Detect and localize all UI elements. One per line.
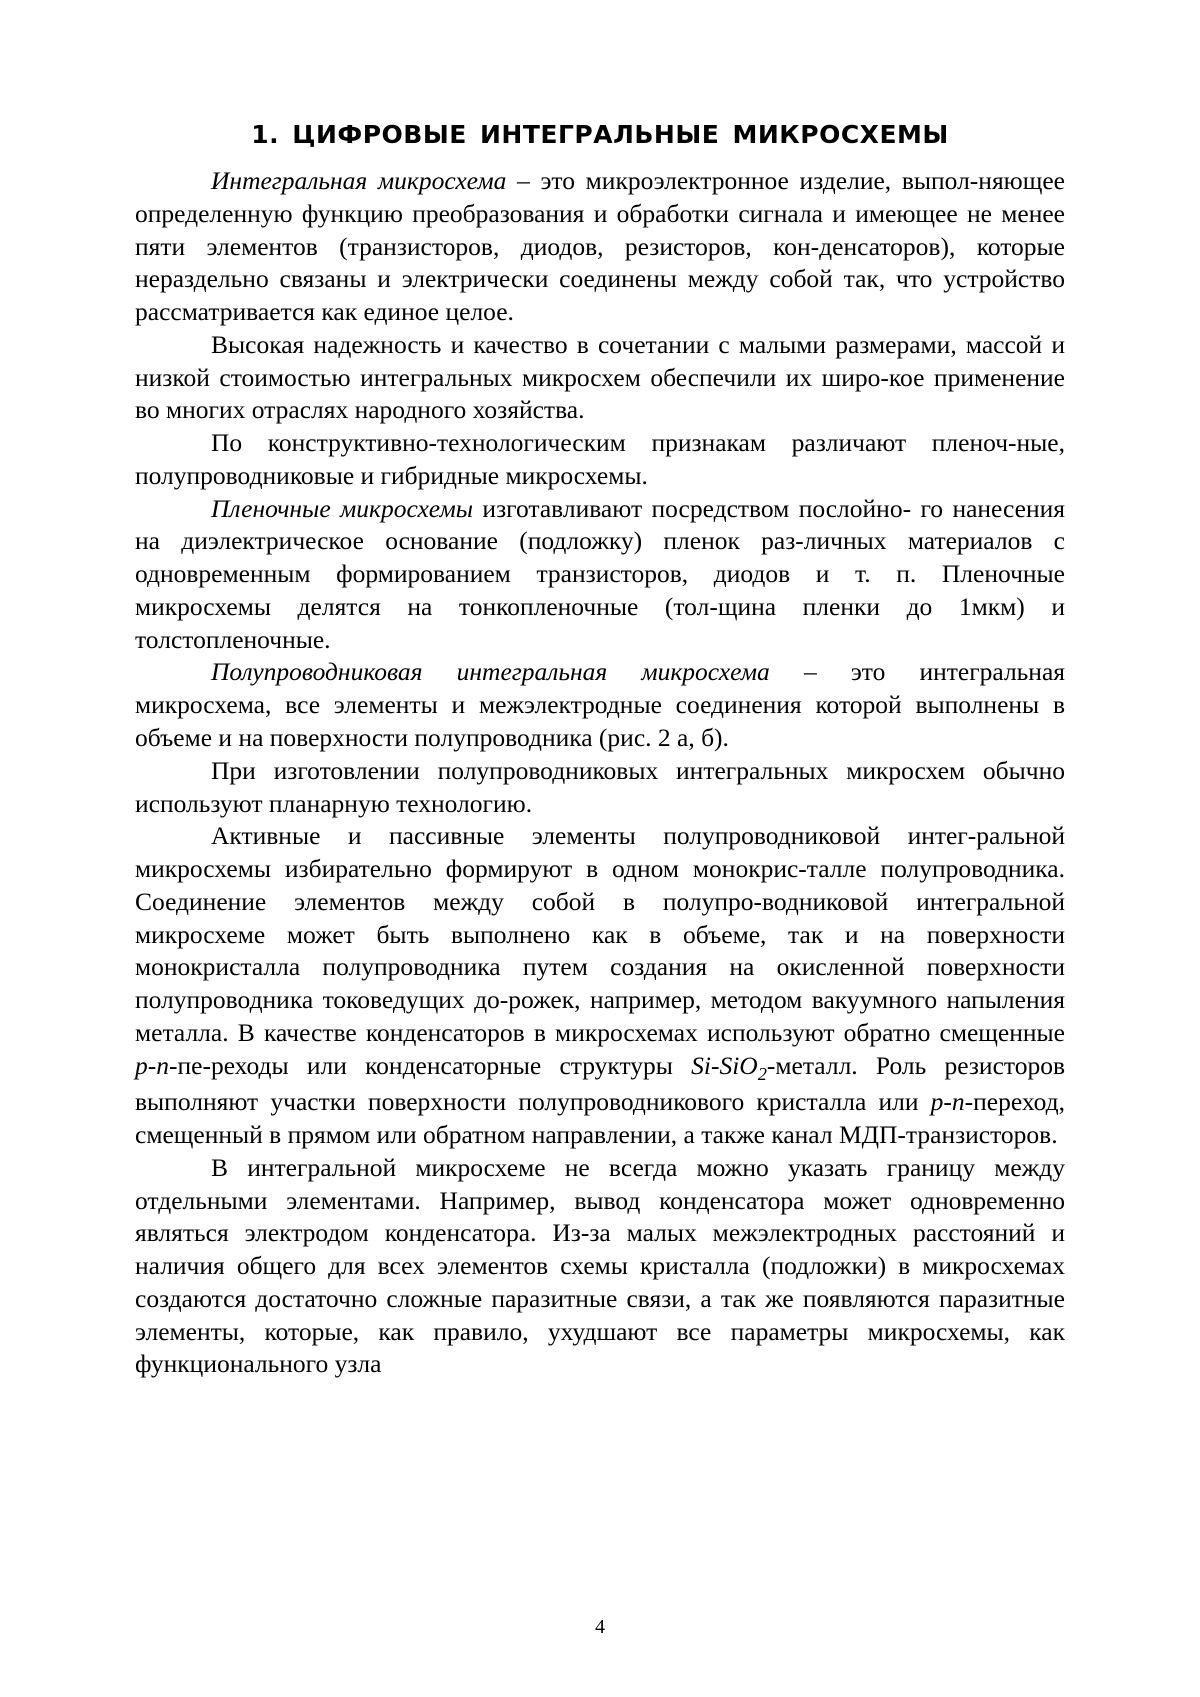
paragraph-8-text: В интегральной микросхеме не всегда можно указать границу между отдельными элементами. Например, вывод конденсатора может одновременно являться электродом конденсатора. Из-за малых межэлектродных расстояний и наличия общего для всех элементов схемы кристалла (подложки) в микросхемах создаются достаточно сложные паразитные связи, а так же появляются паразитные элементы, которые, как правило, ухудшают все параметры микросхемы, как функционального узла bbox=[135, 1152, 1065, 1379]
paragraph-5-text: – это интегральная микросхема, все элементы и межэлектродные соединения которой выполнены в объеме и на поверхности полупроводника (рис. 2 а, б). bbox=[135, 657, 1065, 753]
paragraph-5 bbox=[135, 656, 1065, 754]
paragraph-4 bbox=[135, 493, 1065, 657]
paragraph-7-text-2: -пе-реходы или конденсаторные структуры bbox=[169, 1050, 692, 1080]
paragraph-6 bbox=[135, 755, 1065, 821]
paragraph-4-lead-italic: Пленочные микросхемы bbox=[211, 493, 474, 523]
paragraph-4-text: изготавливают посредством послойно- го нанесения на диэлектрическое основание (подложку) пленок раз-личных материалов с одновременным формированием транзисторов, диодов и т. п. Пленочные микросхемы делятся на тонкопленочные (тол-щина пленки до 1мкм) и толстопленочные. bbox=[135, 493, 1065, 654]
paragraph-7-italic-sisio: Si-SiO bbox=[691, 1050, 758, 1080]
paragraph-7-italic-pn-2: p-n bbox=[930, 1087, 965, 1117]
paragraph-6-text: При изготовлении полупроводниковых интегральных микросхем обычно используют планарную технологию. bbox=[135, 755, 1065, 818]
paragraph-1 bbox=[135, 165, 1065, 329]
paragraph-3-text: По конструктивно-технологическим признакам различают пленоч-ные, полупроводниковые и гибридные микросхемы. bbox=[135, 428, 1065, 490]
paragraph-7-italic-pn-1: p-n bbox=[135, 1050, 169, 1080]
paragraph-8 bbox=[135, 1152, 1065, 1381]
paragraph-5-lead-italic: Полупроводниковая интегральная микросхема bbox=[211, 657, 770, 687]
paragraph-7-text-4: -переход, смещенный в прямом или обратном направлении, а также канал МДП-транзисторов. bbox=[135, 1087, 1065, 1150]
paragraph-1-text: – это микроэлектронное изделие, выпол-няющее определенную функцию преобразования и обработки сигнала и имеющее не менее пяти элементов (транзисторов, диодов, резисторов, кон-денсаторов), которые нераздельно связаны и электрически соединены между собой так, что устройство рассматривается как единое целое. bbox=[135, 166, 1065, 327]
page-number: 4 bbox=[595, 1616, 605, 1638]
paragraph-7 bbox=[135, 820, 1065, 1152]
paragraph-3 bbox=[135, 427, 1065, 493]
page-title: 1. ЦИФРОВЫЕ ИНТЕГРАЛЬНЫЕ МИКРОСХЕМЫ bbox=[251, 120, 949, 149]
paragraph-7-subscript: 2 bbox=[757, 1063, 767, 1084]
paragraph-2 bbox=[135, 329, 1065, 427]
paragraph-1-lead-italic: Интегральная микросхема bbox=[211, 166, 507, 195]
paragraph-7-text: Активные и пассивные элементы полупроводниковой интег-ральной микросхемы избирательно формируют в одном монокрис-талле полупроводника. Соединение элементов между собой в полупро-водниковой интегральной микросхеме может быть выполнено как в объеме, так и на поверхности монокристалла полупроводника путем создания на окисленной поверхности полупроводника токоведущих до-рожек, например, методом вакуумного напыления металла. В качестве конденсаторов в микросхемах используют обратно смещенные bbox=[135, 821, 1065, 1047]
paragraph-7-text-3: -металл. Роль резисторов выполняют участки поверхности полупроводникового кристалла или bbox=[135, 1050, 1065, 1117]
paragraph-2-text: Высокая надежность и качество в сочетании с малыми размерами, массой и низкой стоимостью интегральных микросхем обеспечили их широ-кое применение во многих отраслях народного хозяйства. bbox=[135, 329, 1065, 425]
